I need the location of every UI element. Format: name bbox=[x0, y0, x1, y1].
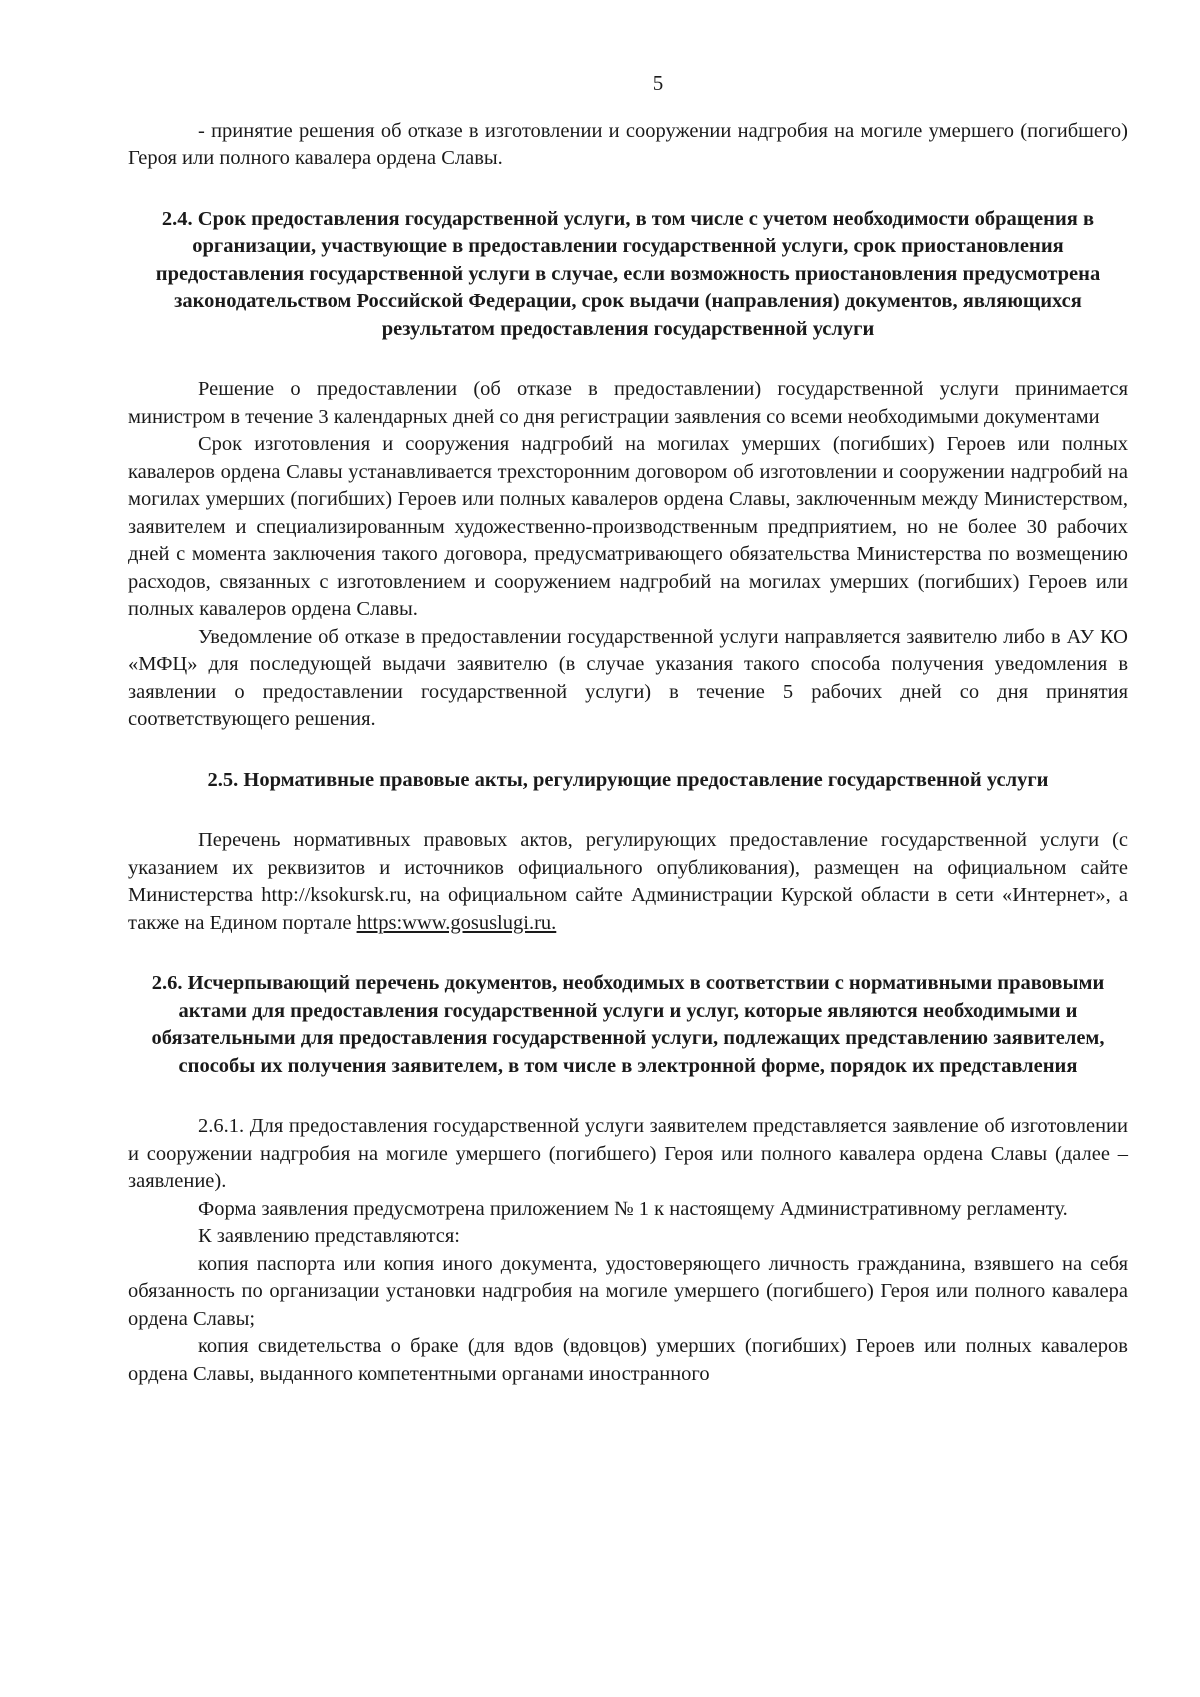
section-2-6-paragraph-4: копия паспорта или копия иного документа, удостоверяющего личность гражданина, взявшего на себя обязанность по организации установки надгробия на могиле умершего (погибшего) Героя или полного кавалера ордена Славы; bbox=[128, 1252, 1128, 1330]
section-2-6-heading: 2.6. Исчерпывающий перечень документов, необходимых в соответствии с нормативными правовыми актами для предоставления государственной услуги и услуг, которые являются необходимыми и обязательными для предоставления государственной услуги, подлежащих представлению заявителем, способы их получения заявителем, в том числе в электронной форме, порядок их представления bbox=[151, 972, 1105, 1077]
section-2-4-paragraph-1: Решение о предоставлении (об отказе в предоставлении) государственной услуги принимается министром в течение 3 календарных дней со дня регистрации заявления со всеми необходимыми документами bbox=[128, 378, 1128, 428]
intro-paragraph: - принятие решения об отказе в изготовлении и сооружении надгробия на могиле умершего (погибшего) Героя или полного кавалера ордена Славы. bbox=[128, 119, 1128, 169]
section-2-6-paragraph-5: копия свидетельства о браке (для вдов (вдовцов) умерших (погибших) Героев или полных кавалеров ордена Славы, выданного компетентными органами иностранного bbox=[128, 1335, 1128, 1385]
section-2-4-paragraph-3: Уведомление об отказе в предоставлении государственной услуги направляется заявителю либо в АУ КО «МФЦ» для последующей выдачи заявителю (в случае указания такого способа получения уведомления в заявлении о предоставлении государственной услуги) в течение 5 рабочих дней со дня принятия соответствующего решения. bbox=[128, 625, 1128, 730]
section-2-4-paragraph-2: Срок изготовления и сооружения надгробий на могилах умерших (погибших) Героев или полных кавалеров ордена Славы устанавливается трехсторонним договором об изготовлении и сооружении надгробий на могилах умерших (погибших) Героев или полных кавалеров ордена Славы, заключенным между Министерством, заявителем и специализированным художественно-производственным предприятием, но не более 30 рабочих дней с момента заключения такого договора, предусматривающего обязательства Министерства по возмещению расходов, связанных с изготовлением и сооружением надгробий на могилах умерших (погибших) Героев или полных кавалеров ордена Славы. bbox=[128, 433, 1128, 620]
section-2-4-heading: 2.4. Срок предоставления государственной услуги, в том числе с учетом необходимости обращения в организации, участвующие в предоставлении государственной услуги, срок приостановления предоставления государственной услуги в случае, если возможность приостановления предусмотрена законодательством Российской Федерации, срок выдачи (направления) документов, являющихся результатом предоставления государственной услуги bbox=[155, 207, 1101, 340]
section-2-5-text: Перечень нормативных правовых актов, регулирующих предоставление государственной услуги (с указанием их реквизитов и источников официального опубликования), размещен на официальном сайте Министерства http://ksokursk.ru, на официальном сайте Администрации Курской области в сети «Интернет», а также на Едином портале bbox=[128, 829, 1128, 934]
section-2-6-paragraph-3: К заявлению представляются: bbox=[198, 1225, 460, 1247]
gosuslugi-link[interactable]: https:www.gosuslugi.ru. bbox=[356, 911, 557, 934]
section-2-6-paragraph-1: 2.6.1. Для предоставления государственной услуги заявителем представляется заявление об изготовлении и сооружении надгробия на могиле умершего (погибшего) Героя или полного кавалера ордена Славы (далее – заявление). bbox=[128, 1115, 1128, 1192]
page-number: 5 bbox=[652, 71, 664, 95]
section-2-5-paragraph-1 bbox=[128, 827, 1128, 937]
document-page bbox=[128, 70, 1128, 1388]
section-2-6-paragraph-2: Форма заявления предусмотрена приложением № 1 к настоящему Административному регламенту. bbox=[198, 1197, 1068, 1220]
section-2-5-heading: 2.5. Нормативные правовые акты, регулирующие предоставление государственной услуги bbox=[207, 768, 1049, 791]
